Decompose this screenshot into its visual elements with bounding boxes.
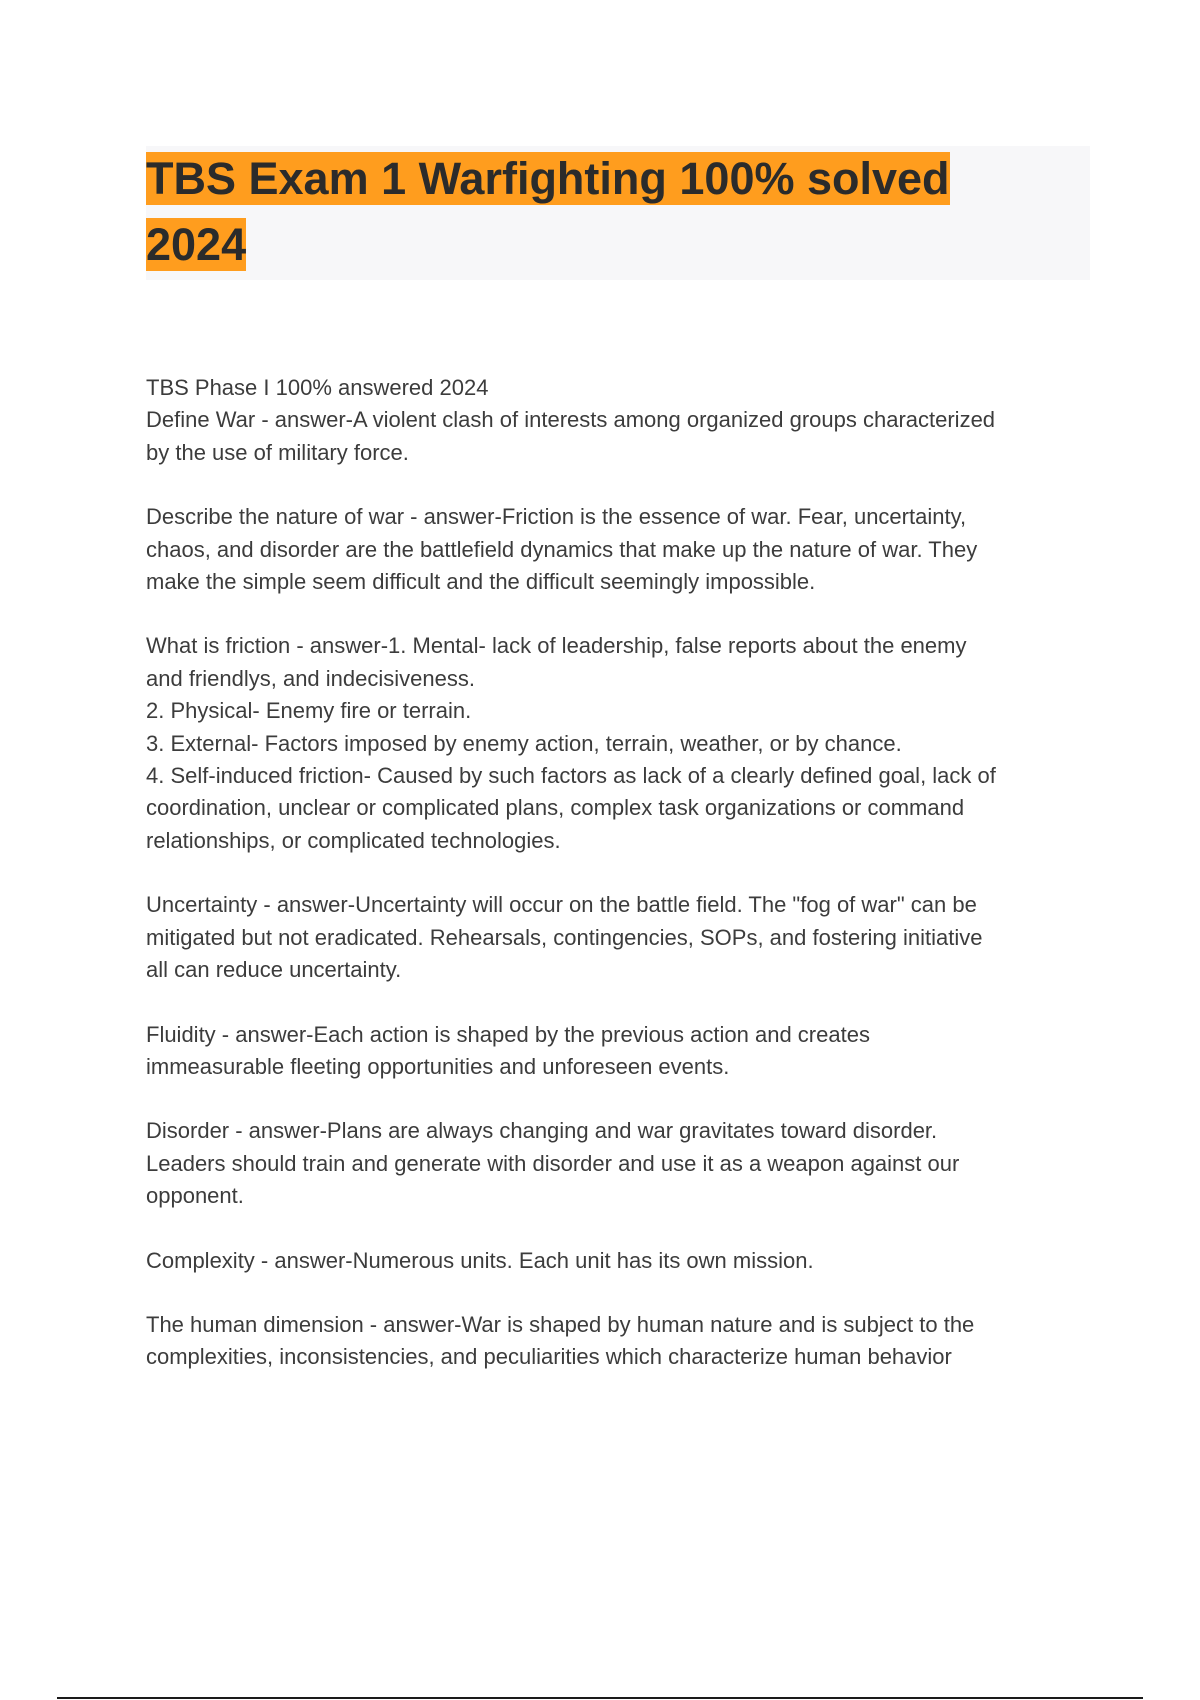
qa-define-war — [146, 404, 1090, 469]
qa-line: Describe the nature of war - answer-Friction is the essence of war. Fear, uncertainty, — [146, 504, 967, 530]
qa-line: Uncertainty - answer-Uncertainty will occur on the battle field. The "fog of war" can be — [146, 892, 977, 918]
qa-uncertainty — [146, 889, 1090, 986]
qa-line: What is friction - answer-1. Mental- lack of leadership, false reports about the enemy — [146, 633, 967, 659]
paragraph-gap — [146, 1213, 1090, 1245]
qa-line: by the use of military force. — [146, 439, 409, 465]
document-title — [146, 146, 1090, 278]
qa-line: and friendlys, and indecisiveness. — [146, 665, 475, 691]
qa-line: make the simple seem difficult and the difficult seemingly impossible. — [146, 569, 816, 595]
title-line-1: TBS Exam 1 Warfighting 100% solved — [146, 153, 950, 204]
qa-line: complexities, inconsistencies, and peculiarities which characterize human behavior — [146, 1344, 952, 1370]
qa-line: The human dimension - answer-War is shaped by human nature and is subject to the — [146, 1311, 975, 1337]
qa-line: opponent. — [146, 1183, 244, 1209]
qa-line: Disorder - answer-Plans are always changing and war gravitates toward disorder. — [146, 1118, 938, 1144]
qa-fluidity — [146, 1019, 1090, 1084]
qa-line: 3. External- Factors imposed by enemy action, terrain, weather, or by chance. — [146, 730, 902, 756]
document-subtitle — [146, 372, 1090, 404]
paragraph-gap — [146, 1083, 1090, 1115]
paragraph-gap — [146, 469, 1090, 501]
qa-line: coordination, unclear or complicated plans, complex task organizations or command — [146, 795, 965, 821]
qa-disorder — [146, 1115, 1090, 1212]
qa-line: Define War - answer-A violent clash of interests among organized groups characterized — [146, 407, 996, 433]
title-block — [146, 146, 1090, 280]
title-line-2: 2024 — [146, 219, 247, 270]
qa-complexity — [146, 1245, 1090, 1277]
qa-line: all can reduce uncertainty. — [146, 957, 402, 983]
qa-line: Complexity - answer-Numerous units. Each unit has its own mission. — [146, 1247, 814, 1273]
paragraph-gap — [146, 1277, 1090, 1309]
qa-human-dimension — [146, 1309, 1090, 1374]
qa-line: relationships, or complicated technologies. — [146, 827, 561, 853]
subtitle-line: TBS Phase I 100% answered 2024 — [146, 375, 489, 400]
paragraph-gap — [146, 857, 1090, 889]
qa-line: 2. Physical- Enemy fire or terrain. — [146, 698, 472, 724]
qa-friction — [146, 630, 1090, 857]
paragraph-gap — [146, 987, 1090, 1019]
qa-nature-of-war — [146, 501, 1090, 598]
qa-line: immeasurable fleeting opportunities and unforeseen events. — [146, 1053, 730, 1079]
qa-line: 4. Self-induced friction- Caused by such factors as lack of a clearly defined goal, lack of — [146, 763, 996, 789]
qa-line: Fluidity - answer-Each action is shaped by the previous action and creates — [146, 1021, 870, 1047]
footer-divider — [57, 1697, 1143, 1699]
document-body — [146, 372, 1090, 1374]
qa-line: chaos, and disorder are the battlefield dynamics that make up the nature of war. They — [146, 536, 978, 562]
qa-line: Leaders should train and generate with disorder and use it as a weapon against our — [146, 1150, 960, 1176]
qa-line: mitigated but not eradicated. Rehearsals, contingencies, SOPs, and fostering initiative — [146, 924, 983, 950]
paragraph-gap — [146, 598, 1090, 630]
